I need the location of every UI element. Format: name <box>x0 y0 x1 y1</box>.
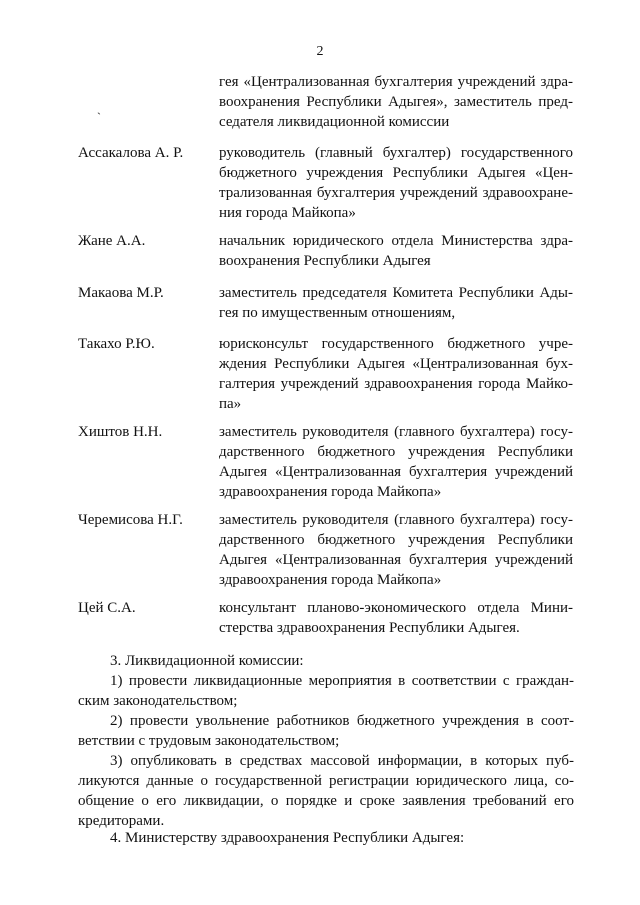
member-role: заместитель руководителя (главного бухгалтера) госу- дарственного бюджетного учреждения Республики Адыгея «Централизованная бухгалтерия учреждений здравоохранения города Майкопа» <box>219 512 573 588</box>
member-name: Хиштов Н.Н. <box>78 424 163 440</box>
list-item: 3) опубликовать в средствах массовой информации, в которых пуб- <box>110 753 574 769</box>
member-name: Жане А.А. <box>78 233 146 249</box>
member-role: заместитель руководителя (главного бухгалтера) госу- дарственного бюджетного учреждения Республики Адыгея «Централизованная бухгалтерия учреждений здравоохранения города Майкопа» <box>219 424 573 500</box>
member-name: Черемисова Н.Г. <box>78 512 183 528</box>
member-role: заместитель председателя Комитета Республики Ады- гея по имущественным отношениям, <box>219 285 573 321</box>
stray-mark: ` <box>97 110 101 124</box>
member-name: Цей С.А. <box>78 600 136 616</box>
page-number: 2 <box>316 44 324 59</box>
member-role: консультант планово-экономического отдела Мини- стерства здравоохранения Республики Адыгея. <box>219 600 573 636</box>
member-role: гея «Централизованная бухгалтерия учреждений здра- воохранения Республики Адыгея», заместитель пред- седателя ликвидационной комиссии <box>219 74 573 130</box>
member-role: руководитель (главный бухгалтер) государственного бюджетного учреждения Республики Адыгея «Цен- трализованная бухгалтерия учреждений здравоохране- ния города Майкопа» <box>219 145 573 221</box>
section-3: 3. Ликвидационной комиссии: 1) провести ликвидационные мероприятия в соответствии с граждан- ским законодательством; 2) провести увольнение работников бюджетного учреждения в соот- ветствии с трудовым законодательством; 3) опубликовать в средствах массовой информации, в которых пуб- ликуются данные о государственной регистрации юридического лица, со- общение о его ликвидации, о порядке и сроке заявления требований его кредиторами. <box>78 653 574 829</box>
section-4 <box>78 828 574 848</box>
list-item: 2) провести увольнение работников бюджетного учреждения в соот- <box>110 713 574 729</box>
member-role: юрисконсульт государственного бюджетного учре- ждения Республики Адыгея «Централизованная бух- галтерия учреждений здравоохранения города Майко- па» <box>219 336 573 412</box>
member-name: Такахо Р.Ю. <box>78 336 155 352</box>
member-role: начальник юридического отдела Министерства здра- воохранения Республики Адыгея <box>219 233 573 269</box>
section-heading: 3. Ликвидационной комиссии: <box>110 653 304 669</box>
list-item: 1) провести ликвидационные мероприятия в соответствии с граждан- <box>110 673 574 689</box>
member-name: Макаова М.Р. <box>78 285 164 301</box>
section-heading: 4. Министерству здравоохранения Республики Адыгея: <box>110 830 465 846</box>
member-name: Ассакалова А. Р. <box>78 145 184 161</box>
